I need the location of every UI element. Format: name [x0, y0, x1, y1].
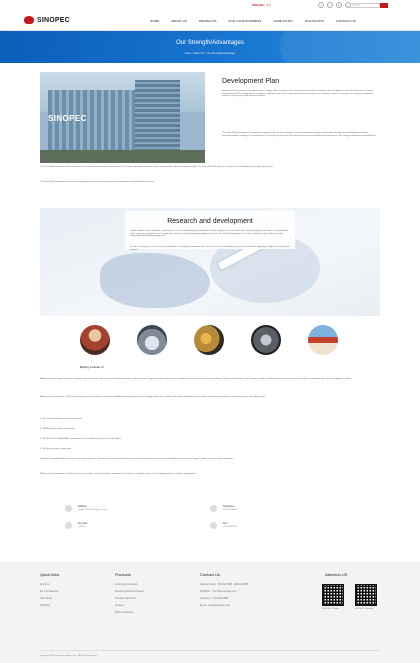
linkedin-icon[interactable]: in: [337, 3, 341, 7]
plan-paragraph-3: The Great Wall lubricating oil with the brand as the core business model is established. On the basis of quality and service, make strong quality, cultivate the plastic image. The Great Wall lubricating oil continues to create leading technology and products.: [40, 166, 274, 168]
telephone-value: 010-82006640: [223, 509, 238, 511]
page-banner: [0, 31, 420, 63]
gallery-image-1[interactable]: [80, 325, 110, 355]
footer-telephone: Telephone : 010-6303-0888: [200, 598, 229, 600]
headquarters-photo: [40, 72, 205, 163]
cert-item-4: 4. GJB quality system certification: [40, 448, 72, 450]
address-label: Address: [78, 505, 87, 508]
address-value: Haidian District Beijing, China: [78, 509, 107, 511]
nav-products[interactable]: PRODUCTS: [199, 19, 217, 23]
brand-logo[interactable]: [23, 14, 70, 26]
search-button[interactable]: [380, 3, 388, 8]
footer-email[interactable]: Email : service@sinopec.com: [200, 605, 231, 607]
footer-product-5[interactable]: Marine Lubricants: [115, 612, 134, 614]
plan-paragraph-4: The Great Wall lubricating oil promoting cooperation across the industry, promote the development of globalization of its own.: [40, 181, 155, 183]
footer-website[interactable]: SINOPEC : http://www.sinopec.com: [200, 591, 237, 593]
research-body-3: Presently is equipped with the internal combustion engine oil, industrial oil, oil test, special lubricant and grease test laboratory and advanced analytical instruments to support product research and development.: [40, 458, 234, 460]
weibo-qr-caption: SINOPEC Weibo: [322, 608, 339, 610]
site-footer: [0, 562, 420, 663]
footer-hotline: National hotline : 800-810-9886 ; 400-810-9886: [200, 584, 249, 586]
breadcrumb[interactable]: Home > About Us > Our Strength/Advantages: [184, 52, 236, 55]
gallery-image-2[interactable]: [137, 325, 167, 355]
research-title: Research and development: [167, 218, 253, 225]
top-utility-bar: [0, 0, 420, 10]
location-icon: [65, 505, 72, 512]
copyright: Copyright 2016 http://www.sinopec.com . All Rights Reserved.: [40, 655, 97, 657]
zipcode-label: Zip code: [78, 522, 88, 525]
footer-product-1[interactable]: Automotive Lubricants: [115, 584, 138, 586]
nav-highlights[interactable]: HIGHLIGHTS: [304, 19, 324, 23]
gallery-image-4[interactable]: [251, 325, 281, 355]
footer-product-2[interactable]: Special Synthetic Lubricants: [115, 591, 144, 593]
plan-paragraph-2: The Great Wall lubricating oil development strategy mainly has four strategies: scale development strategy, specialization strategy, brand development strategy, internationalization strategy. It is committed to the principle of quality first and customer foremost and continuously improves its technology and product competitiveness.: [222, 132, 377, 137]
wechat-qr-code: [355, 584, 377, 606]
page-title: Our Strength/Advantages: [176, 40, 244, 46]
main-nav: [150, 19, 368, 23]
fax-icon: [210, 522, 217, 529]
research-body-4: Military industrial standards on lubricating oil, new products and international cooperation have formed a complete system for the implementation of product management.: [40, 473, 196, 475]
lang-english[interactable]: ENGLISH: [252, 4, 264, 7]
cert-item-2: 2. GB9000 quality system certification: [40, 428, 75, 430]
nav-for-your-business[interactable]: FOR YOUR BUSINESS: [228, 19, 262, 23]
contact-title: Contact Us: [200, 572, 220, 577]
gallery-image-3[interactable]: [194, 325, 224, 355]
wechat-qr-caption: SINOPEC Wechat: [355, 608, 373, 610]
lang-chinese[interactable]: 中文: [265, 4, 271, 7]
gallery-caption: Beijing institute of: [80, 365, 104, 369]
nav-home[interactable]: HOME: [150, 19, 160, 23]
footer-link-business[interactable]: For Your Business: [40, 591, 59, 593]
sinopec-logo-icon: [23, 14, 35, 26]
research-paragraph-1: Sinopec adhere to the 'innovation, preferring to' science and technology development, formed a significant characteristic lubricating technology and research and application of the experience, depends on the combination of science and technology development system. Successful development of a series of high-end special lubricants with independent intellectual property rights.: [130, 230, 289, 238]
mail-icon: [65, 522, 72, 529]
nav-about-us[interactable]: ABOUT US: [171, 19, 188, 23]
research-paragraph-2: To seize and bring up a series of both expectations, technological innovation and research teams for the industry, promote the continuous upgrading of high-end lubricating oil products.: [130, 246, 290, 251]
quick-links-title: Quick links: [40, 572, 60, 577]
site-header: [0, 10, 420, 31]
fax-label: Fax: [223, 522, 227, 525]
gallery-image-5[interactable]: [308, 325, 338, 355]
research-body-2: Beijing research institute in 1993 by the Beijing municipal economic commission identified as Beijing enterprise technology center and in 2003 by the national development and reform commission identified as national enterprise technology center.: [40, 396, 266, 398]
research-body-1: Beijing institute is sinopec lubricant company's most important center of research and development, product research, application of scientific research institutions for technical service and consulting. There are 4 branches, senior engineer, master, and doctoral level personnel, more than 60% of employees with a bachelor degree or above.: [40, 378, 352, 380]
footer-product-4[interactable]: Greases: [115, 605, 124, 607]
cert-item-1: 1. ISO national laboratory system certification: [40, 418, 82, 420]
footer-link-about[interactable]: About Us: [40, 584, 50, 586]
language-switcher[interactable]: ENGLISH / 中文: [252, 4, 271, 7]
youtube-icon[interactable]: y: [345, 2, 351, 8]
cert-item-3: 3. ISO14001 and OHSAS18001 environment and occupational safety and health system: [40, 438, 122, 440]
attention-title: Attention US: [325, 572, 348, 577]
fax-value: 010-82064872: [223, 526, 238, 528]
footer-product-3[interactable]: Industrial Lubricants: [115, 598, 136, 600]
development-plan-title: Development Plan: [222, 78, 280, 85]
facebook-icon[interactable]: f: [318, 2, 324, 8]
building-sign: SINOPEC: [48, 114, 87, 123]
weibo-qr-code: [322, 584, 344, 606]
products-title: Products: [115, 572, 131, 577]
twitter-icon[interactable]: t: [327, 2, 333, 8]
phone-icon: [210, 505, 217, 512]
telephone-label: Telephone: [223, 505, 235, 508]
nav-contact-us[interactable]: CONTACT US: [335, 19, 356, 23]
zipcode-value: 100085: [78, 526, 86, 528]
brand-name: SINOPEC: [37, 16, 70, 24]
social-links: [318, 2, 351, 8]
footer-link-case-study[interactable]: Case Study: [40, 598, 52, 600]
search-input[interactable]: Search...: [350, 3, 380, 8]
nav-case-study[interactable]: CASE STUDY: [273, 19, 293, 23]
footer-link-highlights[interactable]: Highlights: [40, 605, 51, 607]
footer-divider: [40, 650, 380, 651]
plan-paragraph-1: Sinopec lubricant maintains innovation-driven strategy, efforts to promote the development of the high-end industry and steadily pursues the development of Chinese manufacturing 2025 strategy. As the aerospace, high-speed rail, ocean engineering and new energy vehicle industries continue to develop, the company accelerates research on high-end, green lubricant products.: [222, 90, 374, 98]
